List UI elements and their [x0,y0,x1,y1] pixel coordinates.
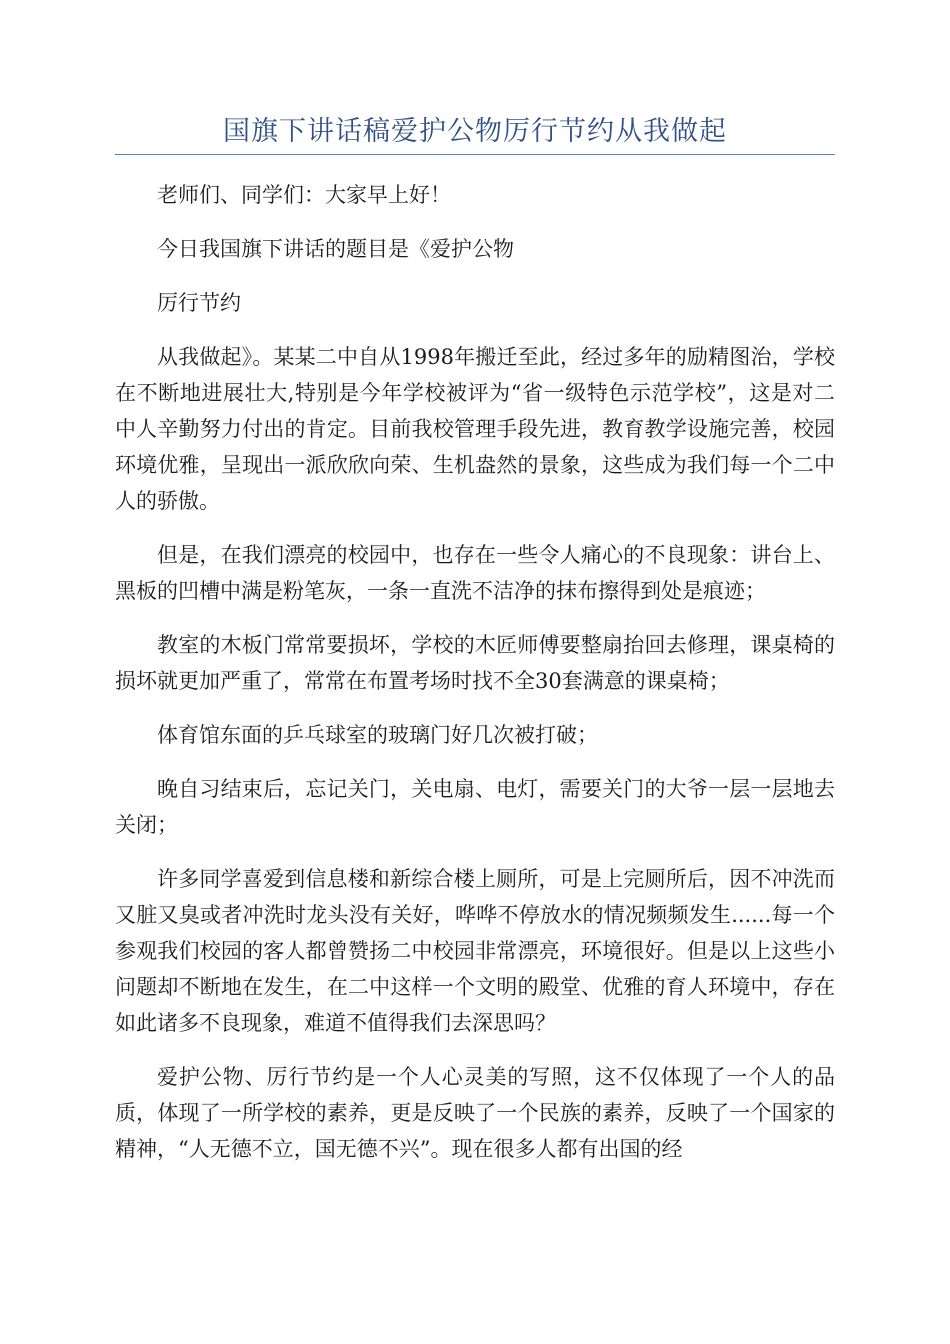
document-title: 国旗下讲话稿爱护公物厉行节约从我做起 [223,116,727,147]
paragraph-topic-middle: 厉行节约 [157,291,241,315]
paragraph-protect-property: 爱护公物、厉行节约是一个人心灵美的写照，这不仅体现了一个人的品质，体现了一所学校的素养，更是反映了一个民族的素养，反映了一个国家的精神，“人无德不立，国无德不兴”。现在很多人都有出国的经 [115,1065,835,1161]
document-body [115,177,835,1185]
paragraph-greeting: 老师们、同学们：大家早上好！ [157,183,451,207]
paragraph-school-history: 从我做起》。某某二中自从1998年搬迁至此，经过多年的励精图治，学校在不断地进展壮大,特别是今年学校被评为“省一级特色示范学校”，这是对二中人辛勤努力付出的肯定。目前我校管理手段先进，教育教学设施完善，校园环境优雅，呈现出一派欣欣向荣、生机盎然的景象，这些成为我们每一个二中人的骄傲。 [115,345,835,513]
title-underline [115,154,835,155]
paragraph-evening-study: 晚自习结束后，忘记关门，关电扇、电灯，需要关门的大爷一层一层地去关闭； [115,777,835,837]
paragraph-restrooms: 许多同学喜爱到信息楼和新综合楼上厕所，可是上完厕所后，因不冲洗而又脏又臭或者冲洗时龙头没有关好，哗哗不停放水的情况频频发生......每一个参观我们校园的客人都曾赞扬二中校园非常漂亮，环境很好。但是以上这些小问题却不断地在发生，在二中这样一个文明的殿堂、优雅的育人环境中，存在如此诸多不良现象，难道不值得我们去深思吗？ [115,867,835,1035]
paragraph-doors-desks: 教室的木板门常常要损坏，学校的木匠师傅要整扇抬回去修理，课桌椅的损坏就更加严重了，常常在布置考场时找不全30套满意的课桌椅； [115,633,835,693]
paragraph-topic-intro: 今日我国旗下讲话的题目是《爱护公物 [157,237,514,261]
paragraph-bad-phenomena: 但是，在我们漂亮的校园中，也存在一些令人痛心的不良现象：讲台上、黑板的凹槽中满是粉笔灰，一条一直洗不洁净的抹布擦得到处是痕迹； [115,543,835,603]
paragraph-glass-door: 体育馆东面的乒乓球室的玻璃门好几次被打破； [157,723,598,747]
